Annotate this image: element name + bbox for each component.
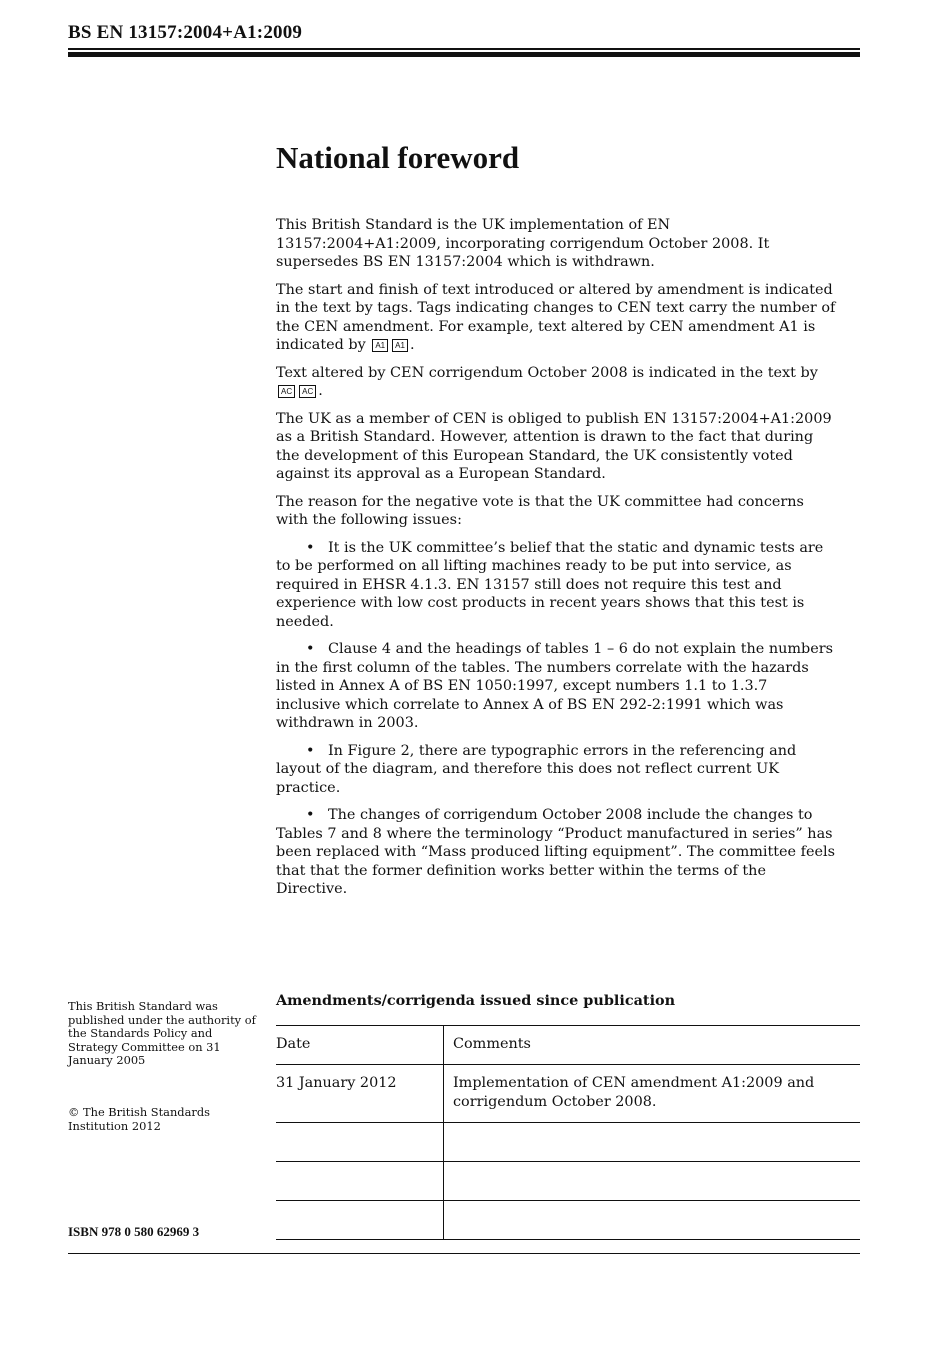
copyright-note: © The British Standards Institution 2012	[68, 1105, 210, 1133]
bullet-text: In Figure 2, there are typographic errors in the referencing and layout of the diagram, and therefore this does not reflect current UK practice.	[276, 742, 797, 796]
bullet-text: The changes of corrigendum October 2008 include the changes to Tables 7 and 8 where the terminology “Product manufactured in series” has been replaced with “Mass produced lifting equipment”. The committee feels that that the former definition works better within the terms of the Directive.	[276, 807, 835, 897]
paragraph-corrigendum-text: Text altered by CEN corrigendum October 2008 is indicated in the text by	[276, 364, 818, 381]
paragraph-corrigendum: Text altered by CEN corrigendum October 2008 is indicated in the text by AC AC .	[276, 364, 818, 399]
bullet-item	[276, 806, 836, 899]
publication-authority-note: This British Standard was published under the authority of the Standards Policy and Strategy Committee on 31 January 2005	[68, 999, 256, 1067]
table-header-row	[276, 1026, 860, 1065]
bullet-text: It is the UK committee’s belief that the static and dynamic tests are to be performed on all lifting machines ready to be put into service, as required in EHSR 4.1.3. EN 13157 still does not require this test and experience with low cost products in recent years shows that this test is needed.	[276, 539, 824, 630]
column-header-date: Date	[276, 1026, 444, 1065]
amendment-open-tag: A1	[372, 339, 388, 352]
corrigendum-open-tag: AC	[278, 385, 295, 398]
paragraph-uk-vote: The UK as a member of CEN is obliged to publish EN 13157:2004+A1:2009 as a British Standard. However, attention is drawn to the fact that during the development of this European Standard, the UK consistently voted against its approval as a European Standard.	[276, 410, 832, 482]
standard-code-header: BS EN 13157:2004+A1:2009	[68, 22, 303, 43]
header-thick-rule	[68, 52, 860, 57]
column-header-comments: Comments	[444, 1026, 861, 1065]
amendments-heading: Amendments/corrigenda issued since publication	[276, 992, 676, 1009]
paragraph-tags: The start and finish of text introduced or altered by amendment is indicated in the text by tags. Tags indicating changes to CEN text carry the number of the CEN amendment. For example, text altered by CEN amendment A1 is indicated by A1 A1 .	[276, 281, 836, 353]
footer-rule	[68, 1253, 860, 1254]
paragraph-reason: The reason for the negative vote is that the UK committee had concerns with the following issues:	[276, 493, 804, 528]
amendment-date-cell: 31 January 2012	[276, 1065, 444, 1123]
bullet-icon: •	[306, 539, 315, 556]
amendment-comment-cell: Implementation of CEN amendment A1:2009 and corrigendum October 2008.	[444, 1065, 861, 1123]
table-row	[276, 1065, 860, 1123]
table-row-empty	[276, 1201, 860, 1240]
bullet-item	[276, 640, 836, 733]
bullet-item	[276, 539, 836, 632]
isbn: ISBN 978 0 580 62969 3	[68, 1224, 200, 1239]
table-row-empty	[276, 1123, 860, 1162]
table-row-empty	[276, 1162, 860, 1201]
amendments-table	[276, 1025, 860, 1240]
paragraph-tags-text: The start and finish of text introduced or altered by amendment is indicated in the text by tags. Tags indicating changes to CEN text carry the number of the CEN amendment. For example, text altered by CEN amendment A1 is indicated by	[276, 281, 836, 353]
bullet-icon: •	[306, 807, 315, 823]
bullet-text: Clause 4 and the headings of tables 1 – 6 do not explain the numbers in the first column of the tables. The numbers correlate with the hazards listed in Annex A of BS EN 1050:1997, except numbers 1.1 to 1.3.7 inclusive which correlate to Annex A of BS EN 292-2:1991 which was withdrawn in 2003.	[276, 641, 834, 731]
bullet-icon: •	[306, 742, 315, 759]
bullet-item	[276, 742, 836, 798]
corrigendum-close-tag: AC	[299, 385, 316, 398]
foreword-body	[276, 216, 836, 908]
bullet-icon: •	[306, 641, 315, 657]
paragraph-implementation: This British Standard is the UK implementation of EN 13157:2004+A1:2009, incorporating corrigendum October 2008. It supersedes BS EN 13157:2004 which is withdrawn.	[276, 217, 770, 270]
amendment-close-tag: A1	[392, 339, 408, 352]
page-title: National foreword	[276, 140, 520, 175]
header-thin-rule	[68, 48, 860, 50]
